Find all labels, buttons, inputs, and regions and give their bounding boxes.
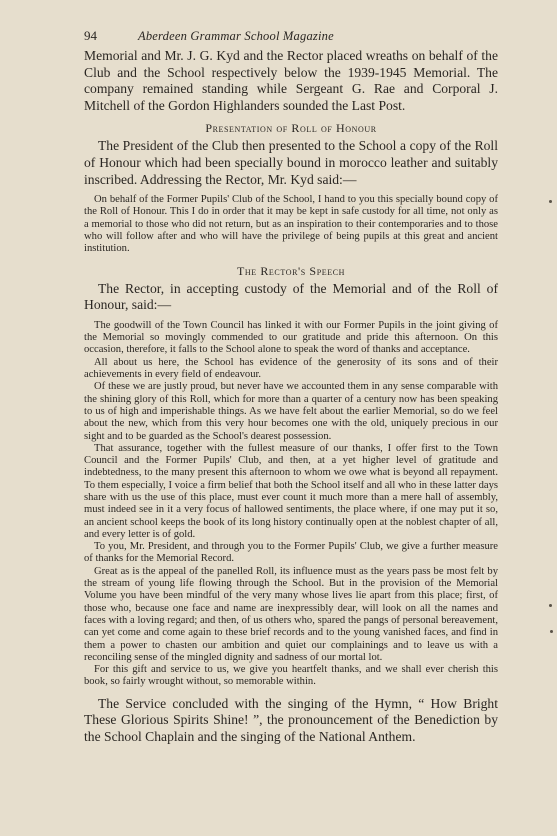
opening-paragraph: Memorial and Mr. J. G. Kyd and the Rector placed wreaths on behalf of the Club and the School respectively below the 1939-1945 Memorial. The company remained standing while Sergeant G. Rae and Corporal J. Mitchell of the Gordon Highlanders sounded the Last Post. — [84, 48, 498, 113]
page-speck — [549, 200, 552, 203]
roll-quote-paragraph: On behalf of the Former Pupils' Club of the School, I hand to you this specially bound copy of the Roll of Honour. This I do in order that it may be kept in safe custody for all time, not only as a memorial to those who did not return, but as an inspiration to their contemporaries and to those who will follow after and who will have the privilege of being pupils at this great and ancient institution. — [84, 194, 498, 255]
speech-paragraph: That assurance, together with the fullest measure of our thanks, I offer first to the Town Council and the Former Pupils' Club, and then, at a yet higher level of gratitude and indebtedness, to the many present this afternoon to whom we owe what is beyond all repayment. To them especially, I voice a firm belief that both the School itself and all who in these latter days share with us the use of this place, must ever count it much more than a mere hall of assembly, must indeed see in it a very focus of hallowed sentiments, the place where, if one may put it so, an ancient school keeps the book of its long history continually open at the noblest chapter of all, and every letter is of gold. — [84, 442, 498, 540]
speech-intro-paragraph: The Rector, in accepting custody of the Memorial and of the Roll of Honour, said:— — [84, 280, 498, 313]
heading-rectors-speech: The Rector's Speech — [236, 263, 346, 278]
speech-paragraph: The goodwill of the Town Council has linked it with our Former Pupils in the joint giving of the Memorial so movingly commended to our gratitude and pride this afternoon. On this occasion, therefore, it falls to the School alone to speak the word of thanks and acceptance. — [84, 319, 498, 356]
page-speck — [549, 604, 552, 607]
speech-paragraph: Of these we are justly proud, but never have we accounted them in any sense comparable with the shining glory of this Roll, which for more than a quarter of a century now has been speaking to us of high and imperishable things. As we have felt about the earlier Memorial, so do we feel about the new, which from this very hour becomes one with the old, uniquely precious in our sight and to be guarded as the School's dearest possession. — [84, 381, 498, 442]
speech-paragraph: Great as is the appeal of the panelled Roll, its influence must as the years pass be most felt by the stream of young life flowing through the School. But in the provision of the Memorial Volume you have been mindful of the very many whose lives lie apart from this place; first, of those who, because one face and name are inexpressibly dear, will look on all the names and faces with a loving regard; and then, of us others who, spared the pangs of personal bereavement, can yet come and come again to these brief records and to the young vanished faces, and find in them a power to chasten our ambition and quiet our complainings and to leave us with a reconciling sense of the mingled dignity and sadness of our mortal lot. — [84, 565, 498, 663]
running-header — [84, 28, 498, 48]
speech-paragraph: All about us here, the School has evidence of the generosity of its sons and of their achievements in every field of endeavour. — [84, 356, 498, 381]
roll-intro-paragraph: The President of the Club then presented to the School a copy of the Roll of Honour which had been specially bound in morocco leather and suitably inscribed. Addressing the Rector, Mr. Kyd said:— — [84, 138, 498, 187]
page-speck — [550, 630, 553, 633]
speech-body — [84, 320, 498, 689]
heading-presentation-roll-of-honour: Presentation of Roll of Honour — [205, 121, 377, 136]
closing-paragraph: The Service concluded with the singing of the Hymn, “ How Bright These Glorious Spirits Shine! ”, the pronouncement of the Benediction by the School Chaplain and the singing of the National Anthem. — [84, 695, 498, 744]
journal-title: Aberdeen Grammar School Magazine — [138, 29, 334, 43]
page-number: 94 — [84, 28, 97, 43]
speech-paragraph: For this gift and service to us, we give you heartfelt thanks, and we shall ever cherish this book, so fairly wrought without, so memorable within. — [84, 664, 498, 688]
speech-paragraph: To you, Mr. President, and through you to the Former Pupils' Club, we give a further measure of thanks for the Memorial Record. — [84, 541, 498, 565]
